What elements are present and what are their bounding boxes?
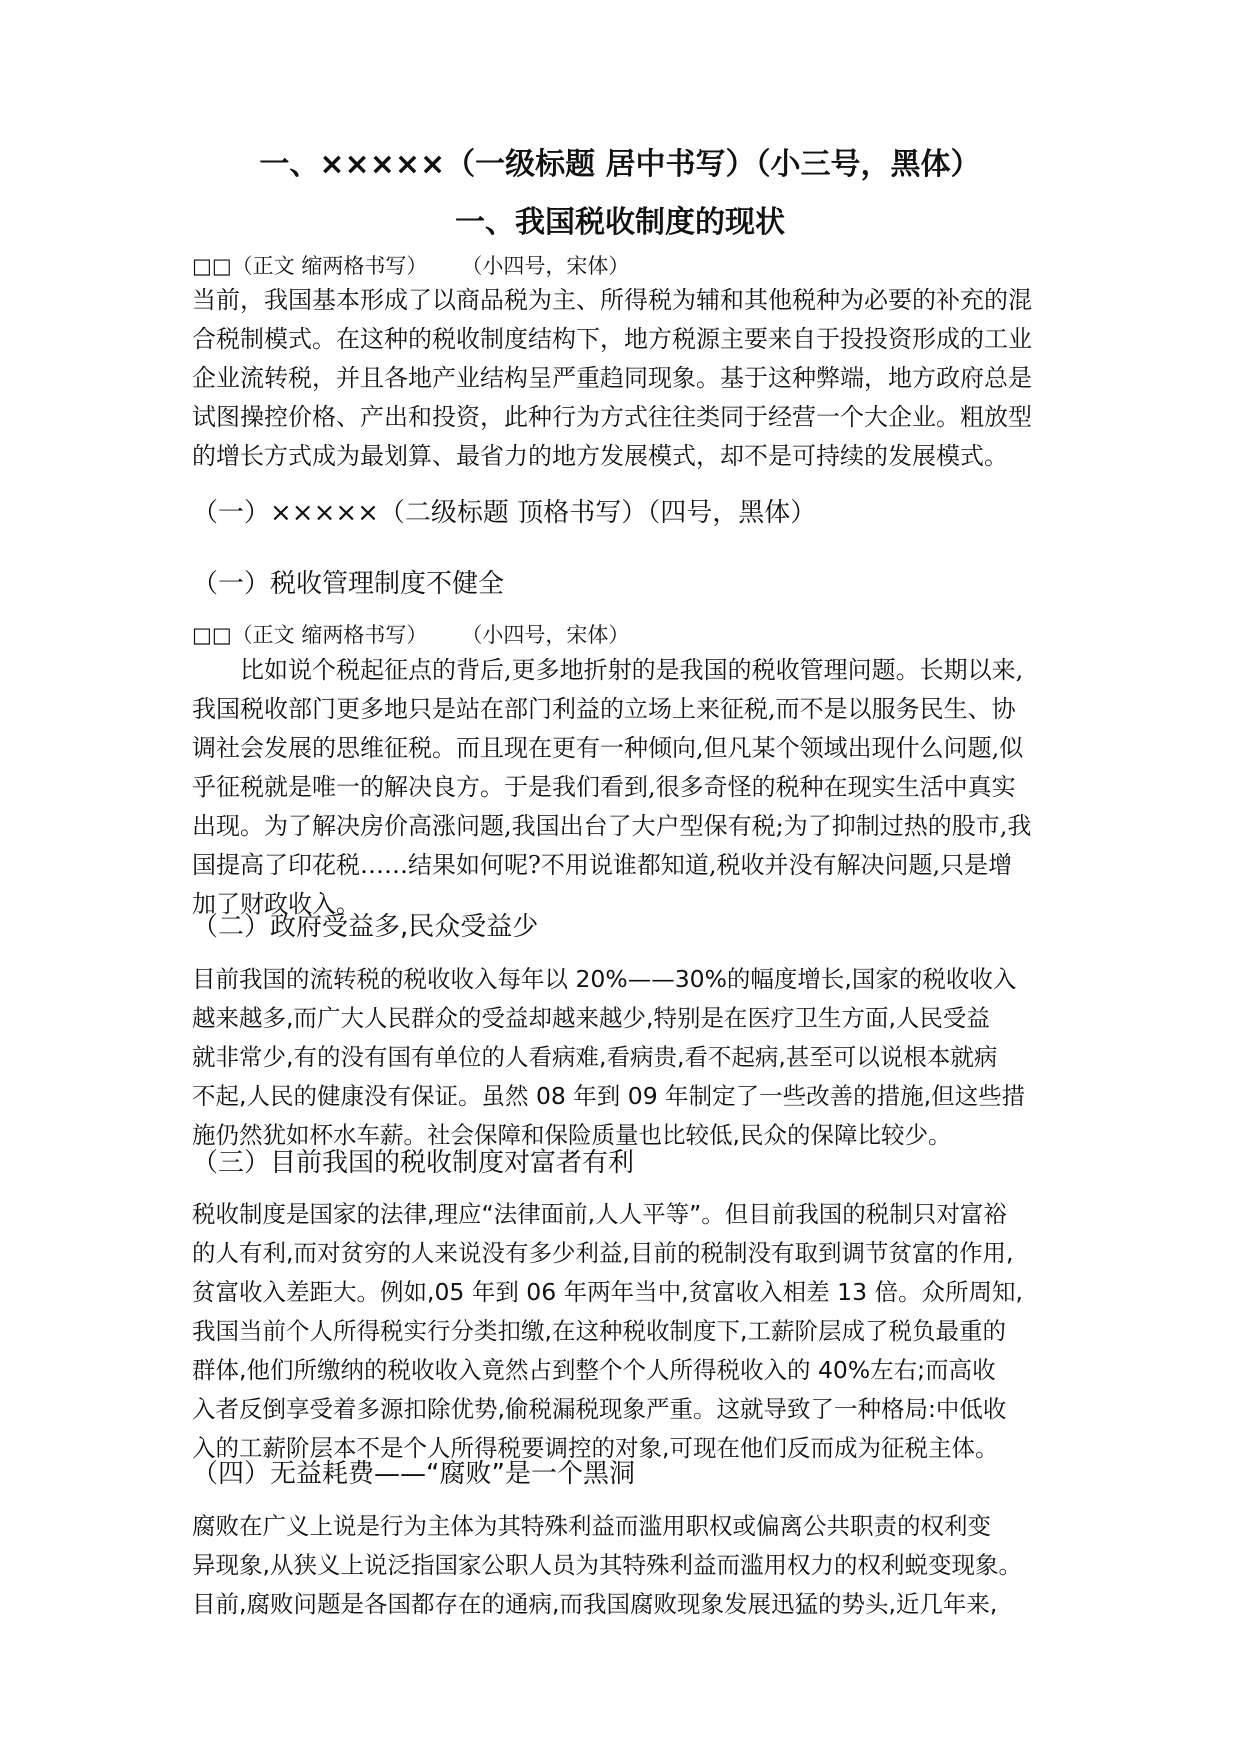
paragraph-4: [192, 1195, 1072, 1468]
heading2-corruption: （四）无益耗费——“腐败”是一个黑洞: [192, 1459, 635, 1489]
body-format-note: [192, 251, 629, 281]
heading1-template: 一、×××××（一级标题 居中书写）（小三号，黑体）: [259, 147, 981, 182]
heading1-title: 一、我国税收制度的现状: [455, 205, 785, 240]
body-format-note-left: □□（正文 缩两格书写）: [192, 254, 428, 278]
paragraph-line: 合税制模式。在这种的税收制度结构下，地方税源主要来自于投投资形成的工业: [192, 325, 1032, 353]
heading2-tax-favors-rich: （三）目前我国的税收制度对富者有利: [192, 1148, 635, 1178]
paragraph-line: 异现象,从狭义上说泛指国家公职人员为其特殊利益而滥用权力的权利蜕变现象。: [192, 1551, 1022, 1579]
paragraph-line: 出现。为了解决房价高涨问题,我国出台了大户型保有税;为了抑制过热的股市,我: [192, 812, 1032, 840]
paragraph-line: 税收制度是国家的法律,理应“法律面前,人人平等”。但目前我国的税制只对富裕: [192, 1200, 1007, 1228]
heading2-template: （一）×××××（二级标题 顶格书写）（四号，黑体）: [192, 498, 817, 528]
paragraph-line: 贫富收入差距大。例如,05 年到 06 年两年当中,贫富收入相差 13 倍。众所周知,: [192, 1278, 1023, 1306]
paragraph-3: [192, 960, 1072, 1155]
paragraph-line: 不起,人民的健康没有保证。虽然 08 年到 09 年制定了一些改善的措施,但这些措: [192, 1082, 1026, 1110]
paragraph-line: 目前我国的流转税的税收收入每年以 20%——30%的幅度增长,国家的税收收入: [192, 965, 1017, 993]
paragraph-line: 我国当前个人所得税实行分类扣缴,在这种税收制度下,工薪阶层成了税负最重的: [192, 1317, 1006, 1345]
paragraph-1: [192, 281, 1072, 476]
heading2-tax-management: （一）税收管理制度不健全: [192, 569, 505, 599]
paragraph-line: 企业流转税，并且各地产业结构呈严重趋同现象。基于这种弊端，地方政府总是: [192, 364, 1032, 392]
paragraph-5: [192, 1507, 1072, 1624]
body-format-note-right: （小四号，宋体）: [461, 254, 630, 278]
body-format-note: [192, 620, 629, 650]
heading2-government-benefit: （二）政府受益多,民众受益少: [192, 912, 539, 942]
paragraph-line: 腐败在广义上说是行为主体为其特殊利益而滥用职权或偏离公共职责的权利变: [192, 1512, 991, 1540]
paragraph-line: 加了财政收入。: [192, 890, 360, 918]
body-format-note-left: □□（正文 缩两格书写）: [192, 623, 428, 647]
paragraph-line: 入的工薪阶层本不是个人所得税要调控的对象,可现在他们反而成为征税主体。: [192, 1434, 999, 1462]
paragraph-line: 群体,他们所缴纳的税收收入竟然占到整个个人所得税收入的 40%左右;而高收: [192, 1356, 996, 1384]
paragraph-line: 越来越多,而广大人民群众的受益却越来越少,特别是在医疗卫生方面,人民受益: [192, 1004, 990, 1032]
paragraph-line: 的增长方式成为最划算、最省力的地方发展模式，却不是可持续的发展模式。: [192, 442, 1008, 470]
paragraph-line: 调社会发展的思维征税。而且现在更有一种倾向,但凡某个领域出现什么问题,似: [192, 734, 1024, 762]
paragraph-line: 当前，我国基本形成了以商品税为主、所得税为辅和其他税种为必要的补充的混: [192, 286, 1032, 314]
body-format-note-right: （小四号，宋体）: [461, 623, 630, 647]
paragraph-line: 比如说个税起征点的背后,更多地折射的是我国的税收管理问题。长期以来,: [240, 656, 1024, 684]
paragraph-line: 试图操控价格、产出和投资，此种行为方式往往类同于经营一个大企业。粗放型: [192, 403, 1032, 431]
paragraph-line: 目前,腐败问题是各国都存在的通病,而我国腐败现象发展迅猛的势头,近几年来,: [192, 1590, 998, 1618]
paragraph-line: 的人有利,而对贫穷的人来说没有多少利益,目前的税制没有取到调节贫富的作用,: [192, 1239, 1014, 1267]
paragraph-line: 国提高了印花税……结果如何呢?不用说谁都知道,税收并没有解决问题,只是增: [192, 851, 1013, 879]
paragraph-line: 入者反倒享受着多源扣除优势,偷税漏税现象严重。这就导致了一种格局:中低收: [192, 1395, 1007, 1423]
paragraph-line: 就非常少,有的没有国有单位的人看病难,看病贵,看不起病,甚至可以说根本就病: [192, 1043, 998, 1071]
paragraph-line: 我国税收部门更多地只是站在部门利益的立场上来征税,而不是以服务民生、协: [192, 695, 1016, 723]
paragraph-line: 乎征税就是唯一的解决良方。于是我们看到,很多奇怪的税种在现实生活中真实: [192, 773, 1016, 801]
paragraph-line: 施仍然犹如杯水车薪。社会保障和保险质量也比较低,民众的保障比较少。: [192, 1121, 952, 1149]
paragraph-2: [192, 651, 1072, 924]
